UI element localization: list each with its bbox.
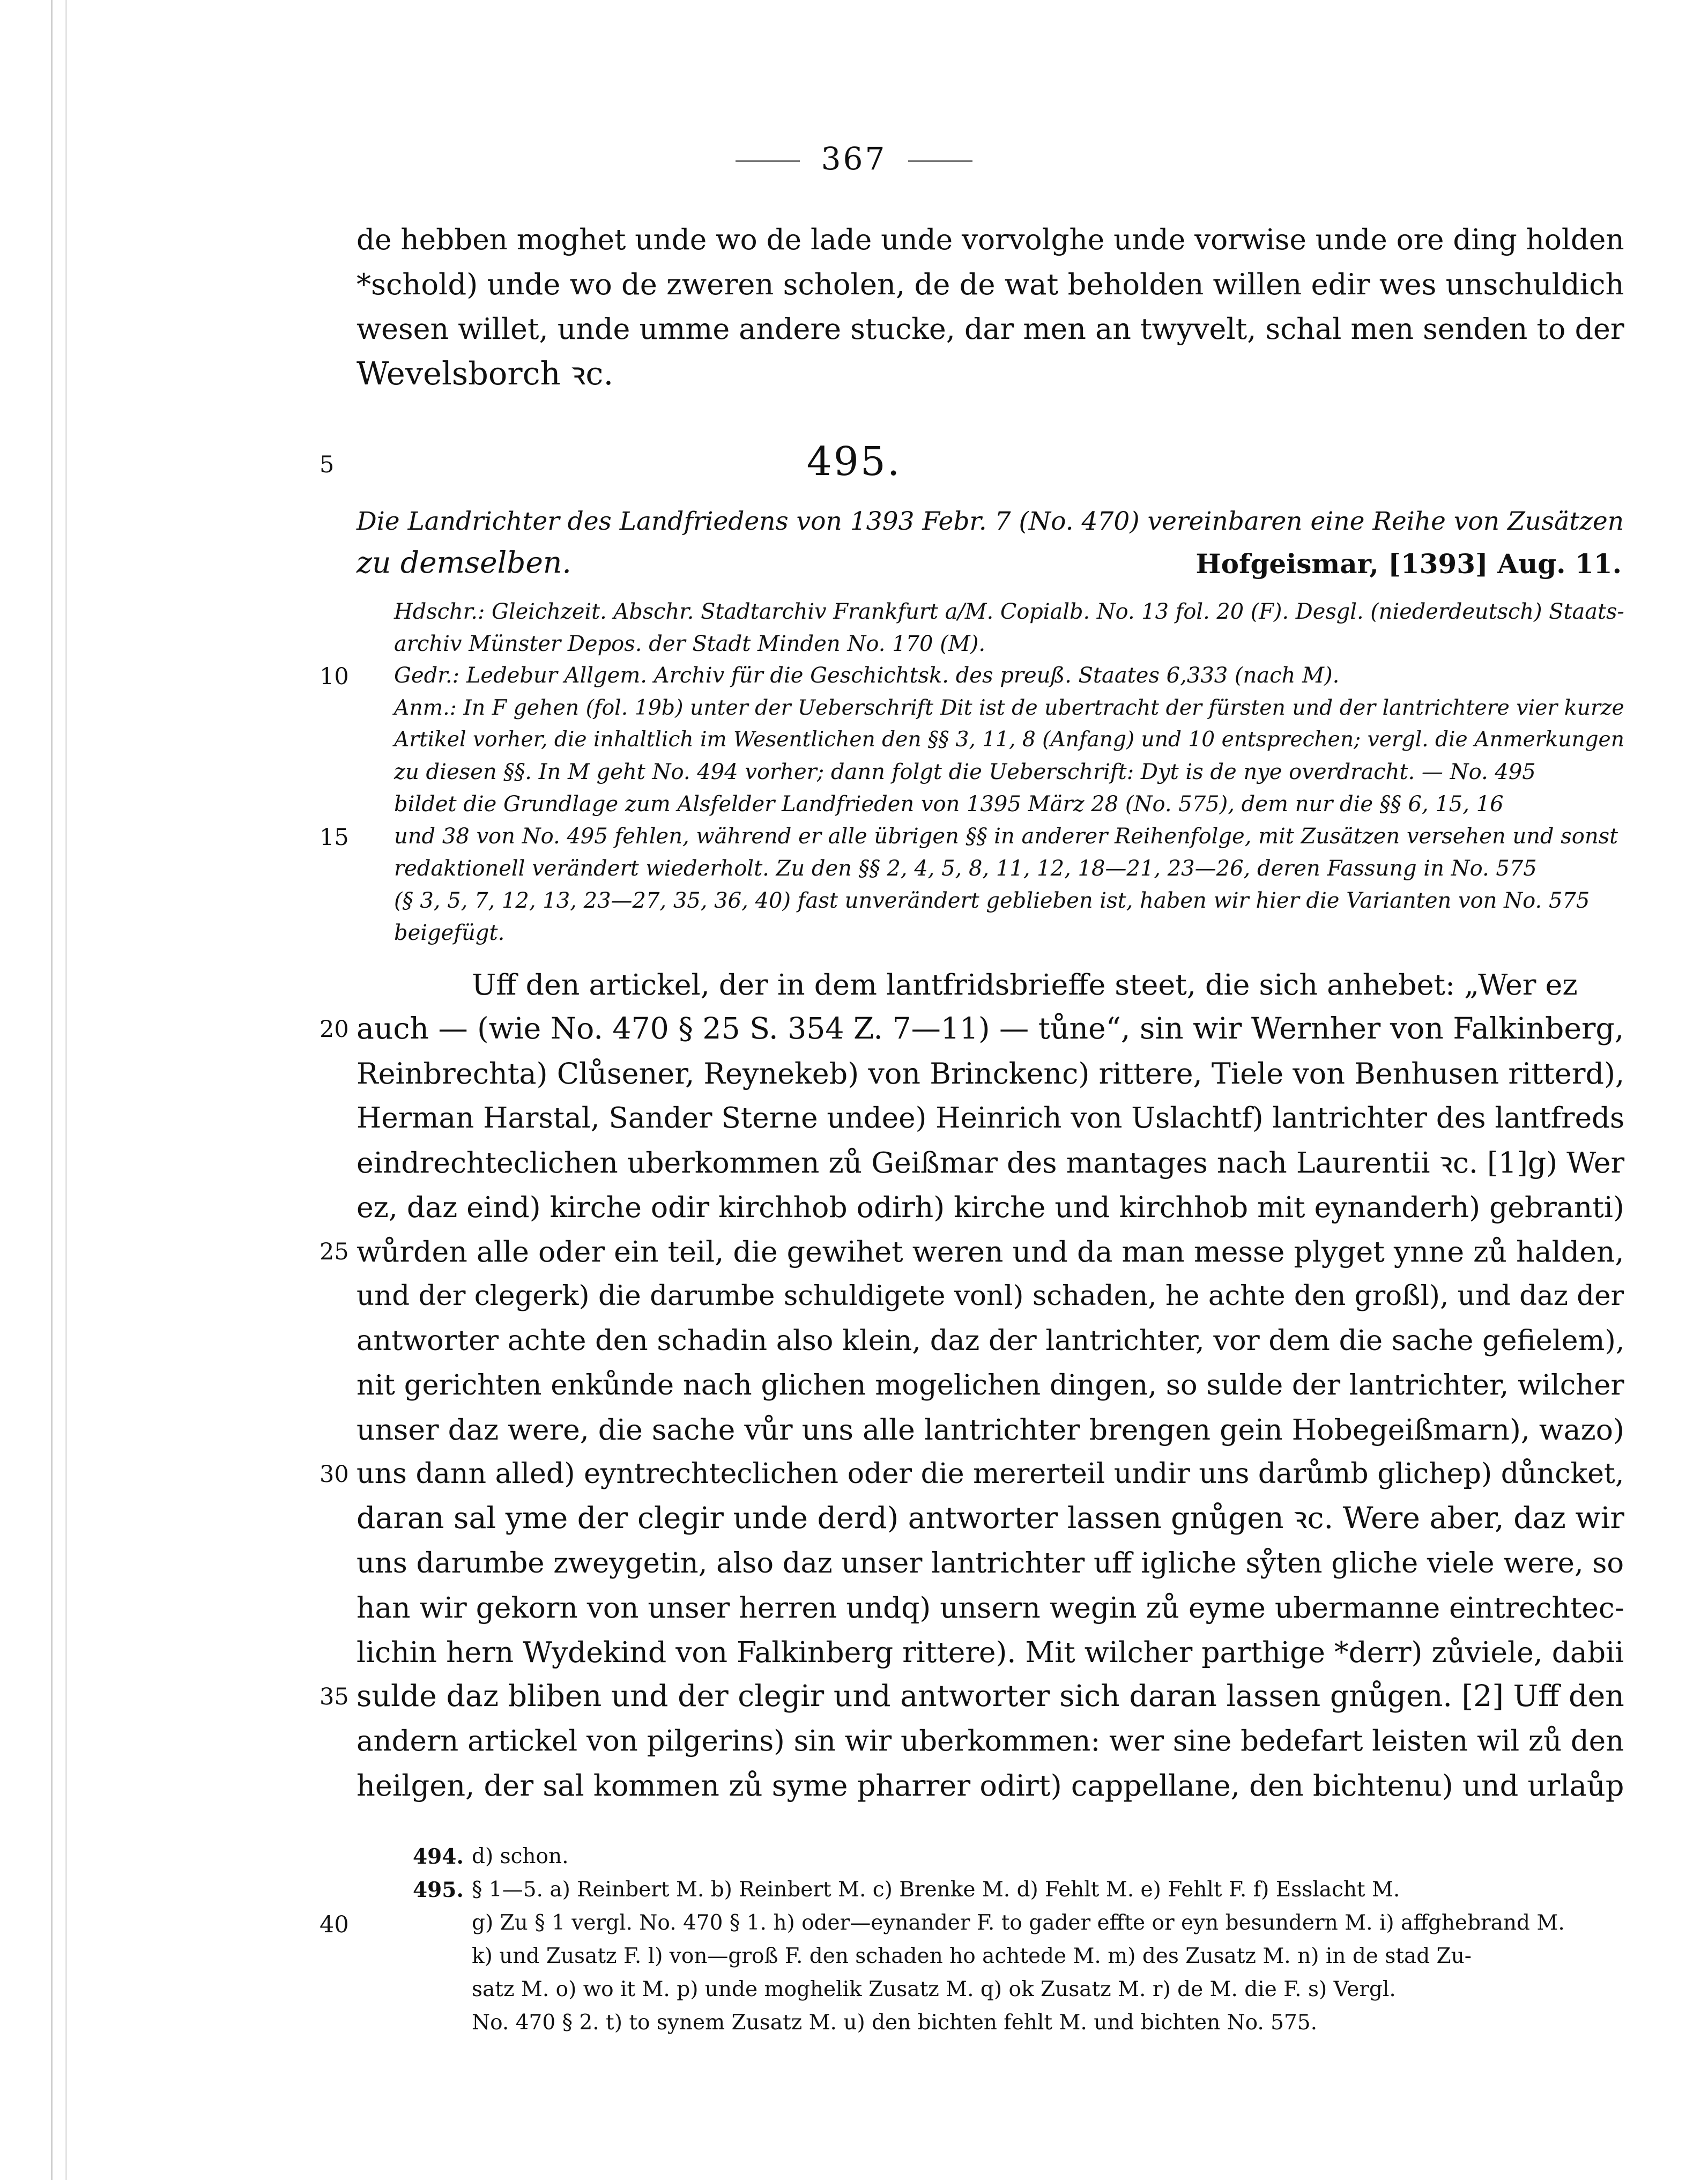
footnote-495-line: satz M. o) wo it M. p) unde moghelik Zusatz M. q) ok Zusatz M. r) de M. die F. s) Vergl. [472,1977,1396,2001]
text-line: heilgen, der sal kommen zů syme pharrer odirt) cappellane, den bichtenu) und urlaůp [357,1769,1624,1803]
footnote-495-line: g) Zu § 1 vergl. No. 470 § 1. h) oder—eynander F. to gader effte or eyn besundern M. i) affghebrand M. [472,1911,1565,1935]
text-line: auch — (wie No. 470 § 25 S. 354 Z. 7—11) — tůne“, sin wir Wernher von Falkinberg, [357,1012,1624,1046]
scan-edge-left [51,0,53,2180]
text-line: eindrechteclichen uberkommen zů Geißmar des mantages nach Laurentii ꝛc. [1]g) Wer [357,1146,1625,1180]
text-line: Herman Harstal, Sander Sterne undee) Heinrich von Uslachtf) lantrichter des lantfreds [357,1101,1625,1135]
line-number: 20 [320,1016,349,1043]
document-number: 495. [806,439,902,485]
text-line: wůrden alle oder ein teil, die gewihet weren und da man messe plyget ynne zů halden, [357,1235,1624,1269]
line-number: 5 [320,451,335,478]
text-line: Uff den artickel, der in dem lantfridsbrieffe steet, die sich anhebet: „Wer ez [472,968,1578,1002]
footnote-495-line: § 1—5. a) Reinbert M. b) Reinbert M. c) Brenke M. d) Fehlt M. e) Fehlt F. f) Esslacht M. [472,1878,1400,1902]
footnote-495-line: k) und Zusatz F. l) von—groß F. den schaden ho achtede M. m) des Zusatz M. n) in de stad Zu- [472,1944,1472,1968]
footnote-495-line: No. 470 § 2. t) to synem Zusatz M. u) den bichten fehlt M. und bichten No. 575. [472,2011,1318,2035]
text-line: daran sal yme der clegir unde derd) antworter lassen gnůgen ꝛc. Were aber, daz wir [357,1501,1624,1536]
source-note-line: Anm.: In F gehen (fol. 19b) unter der Ueberschrift Dit ist de ubertracht der fürsten und der lantrichtere vier kurze [394,695,1624,720]
regest-line: zu demselben. [357,545,571,580]
line-number: 30 [320,1461,349,1488]
page-number-rule-left [736,160,800,162]
text-line: lichin hern Wydekind von Falkinberg rittere). Mit wilcher parthige *derr) zůviele, dabii [357,1635,1624,1669]
scan-edge-left-2 [65,0,67,2180]
text-line: nit gerichten enkůnde nach glichen mogelichen dingen, so sulde der lantrichter, wilcher [357,1369,1624,1402]
source-note-line: (§ 3, 5, 7, 12, 13, 23—27, 35, 36, 40) fast unverändert geblieben ist, haben wir hier die Varianten von No. 575 [394,888,1590,913]
source-note-line: Gedr.: Ledebur Allgem. Archiv für die Geschichtsk. des preuß. Staates 6,333 (nach M). [394,663,1340,688]
source-note-line: zu diesen §§. In M geht No. 494 vorher; dann folgt die Ueberschrift: Dyt is de nye overdracht. — No. 495 [394,760,1536,784]
page-number-rule-right [908,160,972,162]
intro-line: Wevelsborch ꝛc. [357,355,614,392]
text-line: ez, daz eind) kirche odir kirchhob odirh) kirche und kirchhob mit eynanderh) gebranti) [357,1190,1624,1224]
source-note-line: archiv Münster Depos. der Stadt Minden No. 170 (M). [394,632,986,656]
line-number: 35 [320,1684,349,1710]
regest-line: Die Landrichter des Landfriedens von 1393 Febr. 7 (No. 470) vereinbaren eine Reihe von Zusätzen [357,507,1624,536]
page-number-text: 367 [821,140,887,177]
intro-line: de hebben moghet unde wo de lade unde vorvolghe unde vorwise unde ore ding holden [357,223,1624,256]
intro-line: wesen willet, unde umme andere stucke, dar men an twyvelt, schal men senden to der [357,312,1624,346]
date-place: Hofgeismar, [1393] Aug. 11. [1195,548,1622,580]
text-line: uns darumbe zweygetin, also daz unser lantrichter uff igliche sẙten gliche viele were, so [357,1547,1624,1580]
footnote-label-495: 495. [413,1878,464,1902]
text-line: uns dann alled) eyntrechteclichen oder die mererteil undir uns darůmb glichep) důncket, [357,1458,1624,1490]
source-note-line: Artikel vorher, die inhaltlich im Wesentlichen den §§ 3, 11, 8 (Anfang) und 10 entsprechen; vergl. die Anmerkungen [394,728,1624,752]
text-line: sulde daz bliben und der clegir und antworter sich daran lassen gnůgen. [2] Uff den [357,1679,1624,1714]
source-note-line: Hdschr.: Gleichzeit. Abschr. Stadtarchiv Frankfurt a/M. Copialb. No. 13 fol. 20 (F). Desgl. (niederdeutsch) Staats- [394,599,1624,624]
line-number: 15 [320,824,349,851]
footnote-label-494: 494. [413,1844,464,1869]
footnote-494: d) schon. [472,1844,569,1868]
line-number: 40 [320,1911,349,1938]
text-line: han wir gekorn von unser herren undq) unsern wegin zů eyme ubermanne eintrechtec- [357,1591,1624,1625]
text-line: unser daz were, die sache vůr uns alle lantrichter brengen gein Hobegeißmarn), wazo) [357,1413,1624,1447]
text-line: antworter achte den schadin also klein, daz der lantrichter, vor dem die sache gefielem), [357,1324,1625,1357]
line-number: 25 [320,1239,349,1265]
text-line: Reinbrechta) Clůsener, Reynekeb) von Brinckenc) rittere, Tiele von Benhusen ritterd), [357,1057,1625,1091]
page-number [0,140,1708,177]
line-number: 10 [320,663,349,690]
text-line: und der clegerk) die darumbe schuldigete vonl) schaden, he achte den großl), und daz der [357,1280,1624,1312]
intro-line: *schold) unde wo de zweren scholen, de de wat beholden willen edir wes unschuldich [357,268,1624,301]
text-line: andern artickel von pilgerins) sin wir uberkommen: wer sine bedefart leisten wil zů den [357,1725,1624,1758]
source-note-line: beigefügt. [394,921,505,945]
source-note-line: und 38 von No. 495 fehlen, während er alle übrigen §§ in anderer Reihenfolge, mit Zusätzen versehen und sonst [394,824,1618,849]
source-note-line: redaktionell verändert wiederholt. Zu den §§ 2, 4, 5, 8, 11, 12, 18—21, 23—26, deren Fassung in No. 575 [394,856,1537,881]
source-note-line: bildet die Grundlage zum Alsfelder Landfrieden von 1395 März 28 (No. 575), dem nur die §§ 6, 15, 16 [394,792,1504,817]
